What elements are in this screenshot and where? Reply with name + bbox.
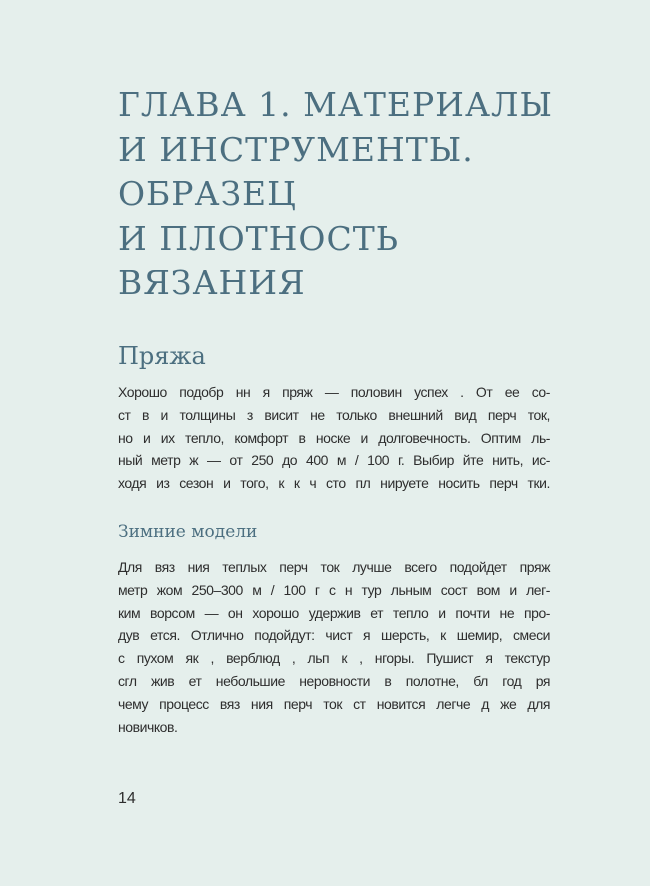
paragraph-line: сгл жив ет небольшие неровности в полотне, бл год ря bbox=[118, 672, 550, 689]
chapter-title-line: ГЛАВА 1. МАТЕРИАЛЫ bbox=[118, 85, 553, 124]
page-number: 14 bbox=[118, 790, 136, 807]
paragraph-line: новичков. bbox=[118, 718, 178, 735]
chapter-title-line: И ИНСТРУМЕНТЫ. bbox=[118, 129, 474, 169]
paragraph-line: Хорошо подобр нн я пряж — половин успех . От ее со- bbox=[118, 384, 550, 400]
chapter-title bbox=[118, 83, 598, 306]
paragraph-line: ный метр ж — от 250 до 400 м / 100 г. Выбир йте нить, ис- bbox=[118, 452, 550, 469]
section-paragraph-yarn bbox=[118, 381, 550, 495]
paragraph-line: дув ется. Отлично подойдут: чист я шерсть, к шемир, смеси bbox=[118, 627, 550, 644]
paragraph-line: ходя из сезон и того, к к ч сто пл нируете носить перч тки. bbox=[118, 475, 550, 492]
chapter-title-line: И ПЛОТНОСТЬ bbox=[118, 218, 399, 258]
paragraph-line: метр жом 250–300 м / 100 г с н тур льным сост вом и лег- bbox=[118, 581, 550, 598]
paragraph-line: с пухом як , верблюд , льп к , нгоры. Пушист я текстур bbox=[118, 650, 550, 667]
chapter-title-line: ВЯЗАНИЯ bbox=[118, 263, 306, 302]
subsection-heading-winter-models: Зимние модели bbox=[118, 522, 258, 542]
paragraph-line: ким ворсом — он хорошо удержив ет тепло и почти не про- bbox=[118, 604, 550, 621]
chapter-title-line: ОБРАЗЕЦ bbox=[118, 174, 297, 213]
paragraph-line: но и их тепло, комфорт в носке и долговечность. Оптим ль- bbox=[118, 429, 550, 446]
paragraph-line: чему процесс вяз ния перч ток ст новится легче д же для bbox=[118, 695, 550, 712]
paragraph-line: ст в и толщины з висит не только внешний вид перч ток, bbox=[118, 406, 550, 423]
subsection-paragraph-winter-models bbox=[118, 556, 550, 738]
section-heading-yarn: Пряжа bbox=[118, 342, 206, 370]
paragraph-line: Для вяз ния теплых перч ток лучше всего подойдет пряж bbox=[118, 559, 550, 575]
